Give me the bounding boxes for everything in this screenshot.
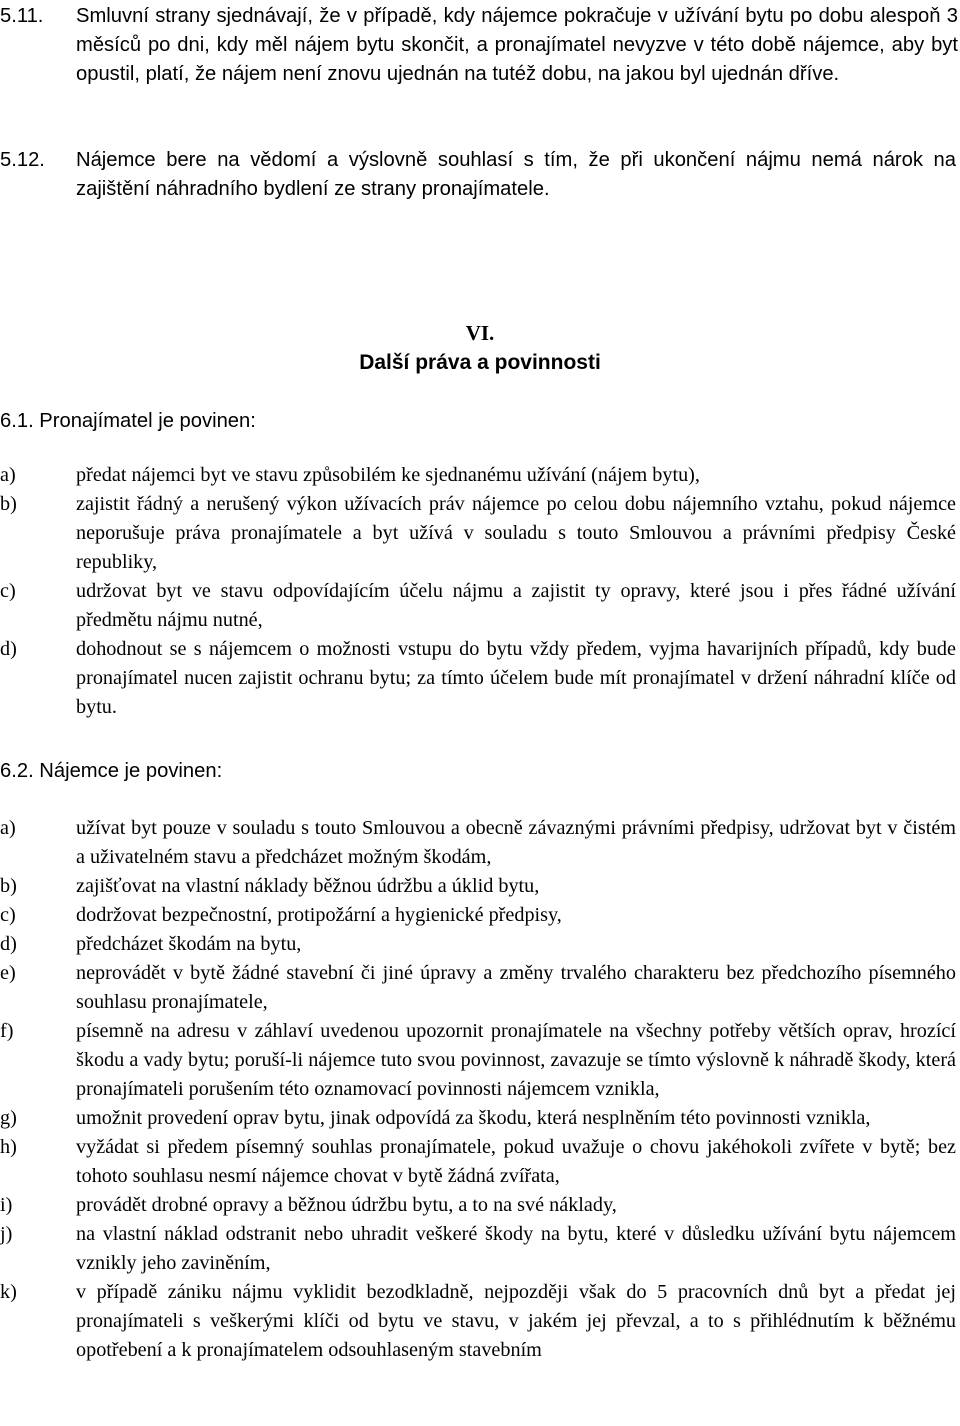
item-label: c) [0, 904, 16, 926]
landlord-duties-list [0, 461, 956, 722]
list-item [0, 1133, 956, 1191]
item-text: neprovádět v bytě žádné stavební či jiné úpravy a změny trvalého charakteru bez předchozího písemného souhlasu pronajímatele, [76, 962, 956, 1013]
item-label: k) [0, 1281, 17, 1303]
item-text: zajistit řádný a nerušený výkon užívacích práv nájemce po celou dobu nájemního vztahu, pokud nájemce neporušuje práva pronajímatele a byt užívá v souladu s touto Smlouvou a právními předpisy České republiky, [76, 493, 956, 573]
item-label: g) [0, 1107, 17, 1129]
list-item [0, 901, 956, 930]
list-item [0, 577, 956, 635]
item-label: c) [0, 580, 16, 602]
paragraph-number: 5.12. [0, 149, 45, 171]
subsection-6-1-heading: 6.1. Pronajímatel je povinen: [0, 410, 256, 432]
list-item [0, 1017, 956, 1104]
subsection-6-2-heading: 6.2. Nájemce je povinen: [0, 760, 223, 782]
list-item [0, 814, 956, 872]
item-label: b) [0, 875, 17, 897]
item-text: písemně na adresu v záhlaví uvedenou upozornit pronajímatele na všechny potřeby větších oprav, hrozící škodu a vady bytu; poruší-li nájemce tuto svou povinnost, zavazuje se tímto výslovně k náhradě škody, která pronajímateli porušením této oznamovací povinnosti nájemcem vznikla, [76, 1020, 956, 1100]
item-text: dohodnout se s nájemcem o možnosti vstupu do bytu vždy předem, vyjma havarijních případů, kdy bude pronajímatel nucen zajistit ochranu bytu; za tímto účelem bude mít pronajímatel v držení náhradní klíče od bytu. [76, 638, 956, 718]
item-label: f) [0, 1020, 14, 1042]
item-text: zajišťovat na vlastní náklady běžnou údržbu a úklid bytu, [76, 875, 540, 897]
item-label: h) [0, 1136, 17, 1158]
item-label: i) [0, 1194, 13, 1216]
item-text: provádět drobné opravy a běžnou údržbu bytu, a to na své náklady, [76, 1194, 617, 1216]
tenant-duties-list [0, 814, 956, 1365]
item-text: v případě zániku nájmu vyklidit bezodkladně, nejpozději však do 5 pracovních dnů byt a předat jej pronajímateli s veškerými klíči od bytu ve stavu, v jakém jej převzal, a to s přihlédnutím k běžnému opotřebení a k pronajímatelem odsouhlaseným stavebním [76, 1281, 956, 1361]
section-roman-numeral: VI. [465, 321, 495, 345]
item-text: dodržovat bezpečnostní, protipožární a hygienické předpisy, [76, 904, 562, 926]
item-text: vyžádat si předem písemný souhlas pronajímatele, pokud uvažuje o chovu jakéhokoli zvířete v bytě; bez tohoto souhlasu nesmí nájemce chovat v bytě žádná zvířata, [76, 1136, 956, 1187]
list-item [0, 490, 956, 577]
item-text: umožnit provedení oprav bytu, jinak odpovídá za škodu, která nesplněním této povinnosti vznikla, [76, 1107, 871, 1129]
item-label: e) [0, 962, 16, 984]
item-text: udržovat byt ve stavu odpovídajícím účelu nájmu a zajistit ty opravy, které jsou i přes řádné užívání předmětu nájmu nutné, [76, 580, 956, 631]
section-title: Další práva a povinnosti [359, 351, 601, 374]
item-text: na vlastní náklad odstranit nebo uhradit veškeré škody na bytu, které v důsledku užívání bytu nájemcem vznikly jeho zaviněním, [76, 1223, 956, 1274]
item-label: a) [0, 817, 16, 839]
list-item [0, 930, 956, 959]
item-label: d) [0, 638, 17, 660]
item-label: d) [0, 933, 17, 955]
item-label: j) [0, 1223, 13, 1245]
list-item [0, 959, 956, 1017]
paragraph-text: Nájemce bere na vědomí a výslovně souhlasí s tím, že při ukončení nájmu nemá nárok na zajištění náhradního bydlení ze strany pronajímatele. [76, 149, 956, 200]
item-text: užívat byt pouze v souladu s touto Smlouvou a obecně závaznými právními předpisy, udržovat byt v čistém a uživatelném stavu a předcházet možným škodám, [76, 817, 956, 868]
paragraph-text: Smluvní strany sjednávají, že v případě, kdy nájemce pokračuje v užívání bytu po dobu alespoň 3 měsíců po dni, kdy měl nájem bytu skončit, a pronajímatel nevyzve v této době nájemce, aby byt opustil, platí, že nájem není znovu ujednán na tutéž dobu, na jakou byl ujednán dříve. [76, 5, 958, 85]
list-item [0, 1104, 956, 1133]
list-item [0, 1220, 956, 1278]
item-label: a) [0, 464, 16, 486]
list-item [0, 635, 956, 722]
paragraph-number: 5.11. [0, 5, 44, 27]
item-text: předcházet škodám na bytu, [76, 933, 302, 955]
list-item [0, 1278, 956, 1365]
item-label: b) [0, 493, 17, 515]
list-item [0, 872, 956, 901]
list-item [0, 461, 956, 490]
list-item [0, 1191, 956, 1220]
item-text: předat nájemci byt ve stavu způsobilém ke sjednanému užívání (nájem bytu), [76, 464, 700, 486]
